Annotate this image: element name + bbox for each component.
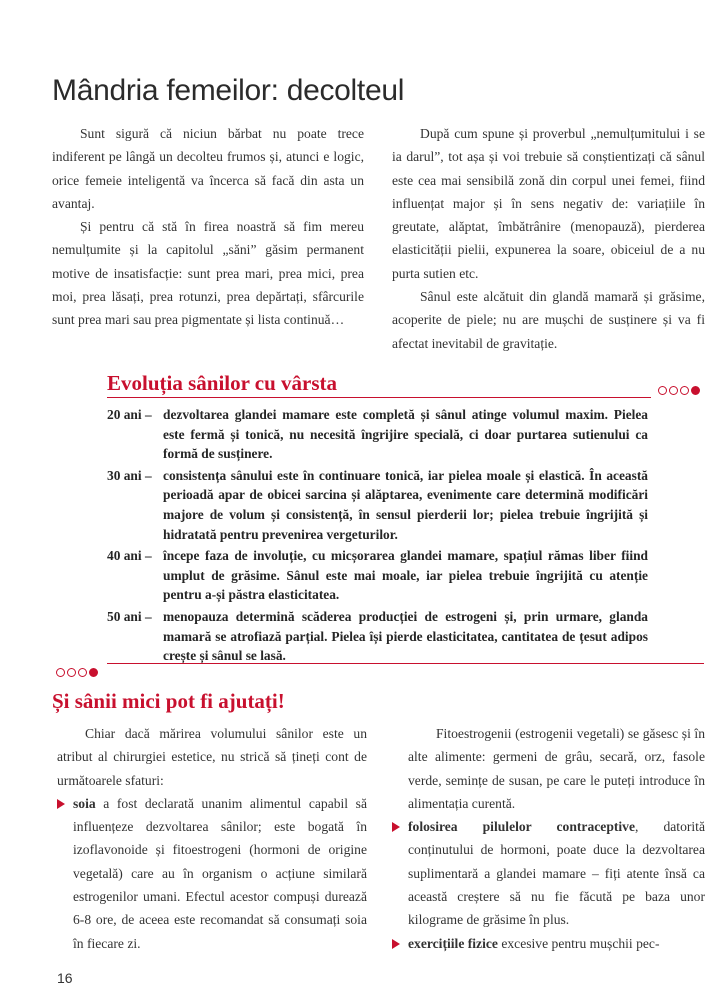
age-text: menopauza determină scăderea producției de estrogeni și, prin urmare, glanda mamară se atrofiază parțial. Pielea își pierde elasticitatea, cantitatea de țesut adipos crește și sânul se lasă. — [163, 608, 648, 664]
section-rule-bottom — [107, 663, 704, 664]
triangle-bullet-icon — [57, 799, 65, 809]
dot-filled-icon — [89, 668, 98, 677]
age-label: 30 ani – — [107, 467, 152, 483]
section-header — [107, 371, 704, 397]
dot-outline-icon — [78, 668, 87, 677]
tip-keyword: soia — [73, 795, 96, 811]
age-label: 50 ani – — [107, 608, 152, 624]
dot-outline-icon — [680, 386, 689, 395]
age-label: 40 ani – — [107, 548, 152, 564]
tip-item — [57, 792, 367, 955]
paragraph: După cum spune și proverbul „nemulțumitului i se ia darul”, tot așa și voi trebuie să conștientizați că sânul este cea mai sensibilă zonă din corpul unei femei, fiind influențat major și în sens negativ de: variațiile în greutate, alăptat, îmbătrânire (menopauză), pierderea elasticității pielii, expunerea la soare, obiceiul de a nu purta sutien etc. — [392, 126, 705, 281]
age-item — [107, 466, 648, 544]
section-rule-top — [107, 397, 651, 398]
dot-filled-icon — [691, 386, 700, 395]
page-title: Mândria femeilor: decolteul — [52, 74, 405, 107]
age-label: 20 ani – — [107, 407, 152, 422]
age-item — [107, 546, 648, 605]
triangle-bullet-icon — [392, 939, 400, 949]
page-number: 16 — [57, 970, 73, 986]
age-item — [107, 607, 648, 666]
paragraph: Sânul este alcătuit din glandă mamară și grăsime, acoperite de piele; nu are mușchi de susținere și va fi afectat inevitabil de gravitație. — [392, 289, 705, 351]
intro-left-column — [52, 122, 364, 332]
dot-outline-icon — [658, 386, 667, 395]
dot-outline-icon — [67, 668, 76, 677]
paragraph: Chiar dacă mărirea volumului sânilor este un atribut al chirurgiei estetice, nu strică să țineți cont de următoarele sfaturi: — [57, 726, 367, 788]
paragraph: Și pentru că stă în firea noastră să fim mereu nemulțumite și la capitolul „săni” găsim permanent motive de insatisfacție: sunt prea mari, prea mici, prea moi, prea lăsați, prea rotunzi, prea depărtați, sfârcurile sunt prea mari sau prea pigmentate și lista continuă… — [52, 219, 364, 328]
intro-right-column — [392, 122, 705, 355]
decorative-dots — [658, 386, 700, 395]
tip-text: excesive pentru mușchii pec- — [497, 935, 660, 951]
decorative-dots — [56, 668, 98, 677]
age-text: începe faza de involuție, cu micșorarea glandei mamare, spațiul rămas liber fiind umplut de grăsime. Sânul este mai moale, iar pielea trebuie îngrijită cu atenție pentru a-și păstra elasticitatea. — [163, 548, 648, 603]
tips-list — [57, 792, 367, 955]
age-text: consistența sânului este în continuare tonică, iar pielea moale și elastică. În această perioadă apar de obicei sarcina și alăptarea, evenimente care determină modificări majore de volum și consistență, în sensul pierderii lor; pielea trebuie îngrijită și hidratată pentru prevenirea vergeturilor. — [163, 467, 648, 542]
tips-list — [392, 815, 705, 955]
age-text: dezvoltarea glandei mamare este completă și sânul atinge volumul maxim. Pielea este fermă și tonică, nu necesită îngrijire specială, ci doar purtarea sutienului ca formă de susținere. — [163, 407, 648, 462]
age-list — [107, 405, 648, 668]
paragraph: Fitoestrogenii (estrogenii vegetali) se găsesc și în alte alimente: germeni de grâu, secară, orz, fasole verde, semințe de susan, pe care le puteți introduce în alimentația curentă. — [408, 726, 705, 811]
tips-right-column — [392, 722, 705, 955]
tip-keyword: exercițiile fizice — [408, 935, 498, 951]
tip-text: a fost declarată unanim alimentul capabil să influențeze dezvoltarea sânilor; este bogată în izoflavonoide și fitoestrogeni (hormoni de origine vegetală) care au în organism o acțiune similară estrogenilor umani. Efectul acestor compuși durează 6-8 ore, de aceea este recomandat să consumați soia în fiecare zi. — [73, 795, 367, 951]
tip-keyword: folosirea pilulelor contraceptive — [408, 819, 636, 835]
subsection-title: Și sânii mici pot fi ajutați! — [52, 689, 285, 713]
tip-text: , datorită conținutului de hormoni, poate duce la dezvoltarea suplimentară a glandei mamare – fiți atente însă ca această creștere să nu fie făcută pe baza unor kilograme de grăsime în plus. — [408, 819, 705, 928]
tip-item — [392, 815, 705, 931]
tip-item — [392, 932, 705, 955]
dot-outline-icon — [56, 668, 65, 677]
dot-outline-icon — [669, 386, 678, 395]
section-title: Evoluția sânilor cu vârsta — [107, 371, 338, 395]
triangle-bullet-icon — [392, 822, 400, 832]
tips-left-column — [57, 722, 367, 955]
paragraph: Sunt sigură că niciun bărbat nu poate trece indiferent pe lângă un decolteu frumos și, atunci e logic, orice femeie inteligentă va încerca să facă din asta un avantaj. — [52, 126, 364, 211]
age-item — [107, 405, 648, 464]
